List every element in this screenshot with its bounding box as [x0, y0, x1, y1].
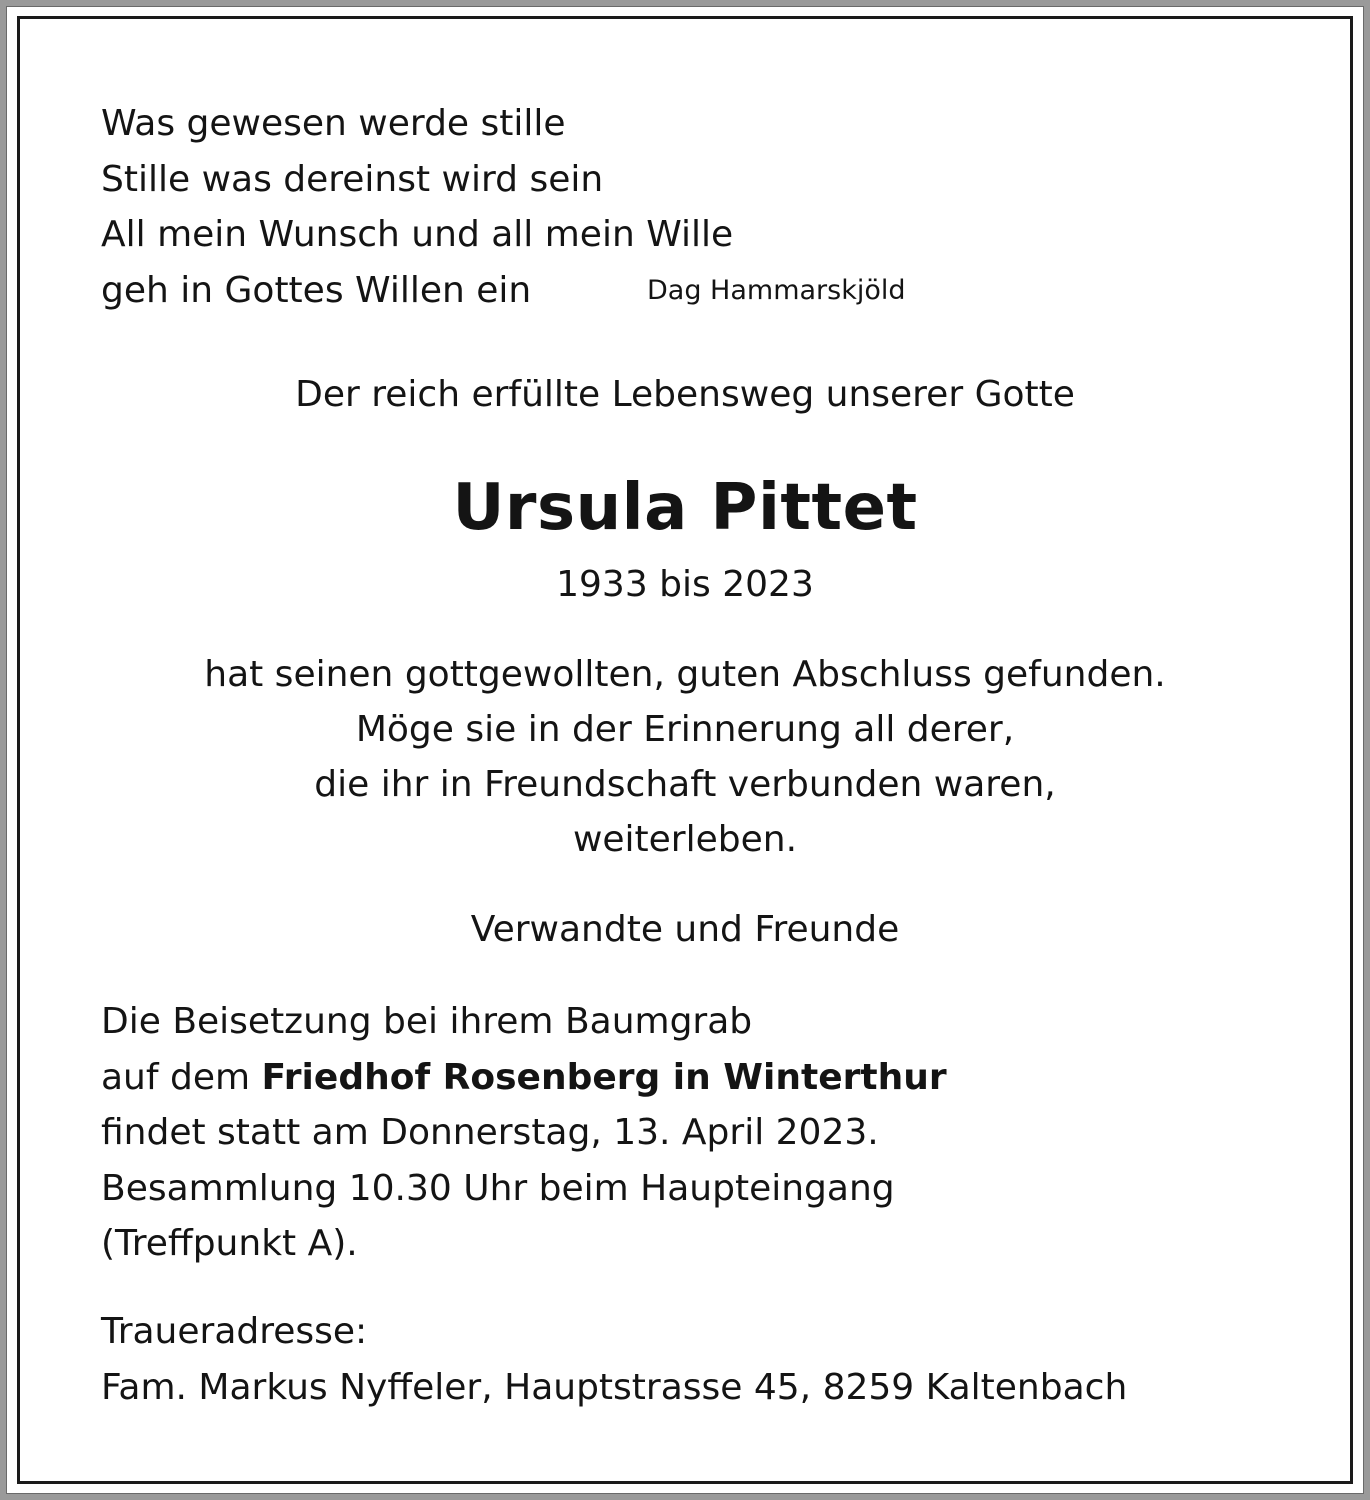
poem-author: Dag Hammarskjöld: [647, 275, 906, 306]
burial-line: Die Beisetzung bei ihrem Baumgrab: [101, 1001, 753, 1042]
poem-line: All mein Wunsch und all mein Wille: [101, 214, 734, 255]
poem-line: geh in Gottes Willen ein: [101, 269, 532, 311]
burial-meeting: Besammlung 10.30 Uhr beim Haupteingang: [101, 1167, 895, 1209]
poem-line: Stille was dereinst wird sein: [101, 158, 604, 200]
intro-text: Der reich erfüllte Lebensweg unserer Gotte: [295, 374, 1075, 415]
message-line: hat seinen gottgewollten, guten Abschluss gefunden.: [204, 654, 1166, 695]
deceased-name: Ursula Pittet: [452, 471, 918, 545]
poem-line: Was gewesen werde stille: [101, 103, 566, 144]
message-line: die ihr in Freundschaft verbunden waren,: [314, 764, 1056, 805]
burial-location: Friedhof Rosenberg in Winterthur: [261, 1056, 947, 1098]
burial-location-prefix: auf dem: [101, 1056, 262, 1098]
obituary-notice: [6, 6, 1364, 1494]
burial-details: [101, 994, 947, 1272]
memorial-message: [7, 647, 1363, 867]
message-line: Möge sie in der Erinnerung all derer,: [355, 709, 1015, 750]
poem: [101, 96, 733, 318]
burial-line: [101, 1050, 947, 1106]
life-years: 1933 bis 2023: [556, 564, 814, 605]
address-label: Traueradresse:: [101, 1311, 368, 1352]
burial-date: findet statt am Donnerstag, 13. April 2023.: [101, 1112, 879, 1153]
message-line: weiterleben.: [572, 819, 798, 860]
mourning-address: [101, 1304, 1127, 1415]
address-value: Fam. Markus Nyffeler, Hauptstrasse 45, 8259 Kaltenbach: [101, 1366, 1128, 1408]
burial-meeting-point: (Treffpunkt A).: [101, 1223, 358, 1264]
signers: Verwandte und Freunde: [470, 909, 900, 950]
